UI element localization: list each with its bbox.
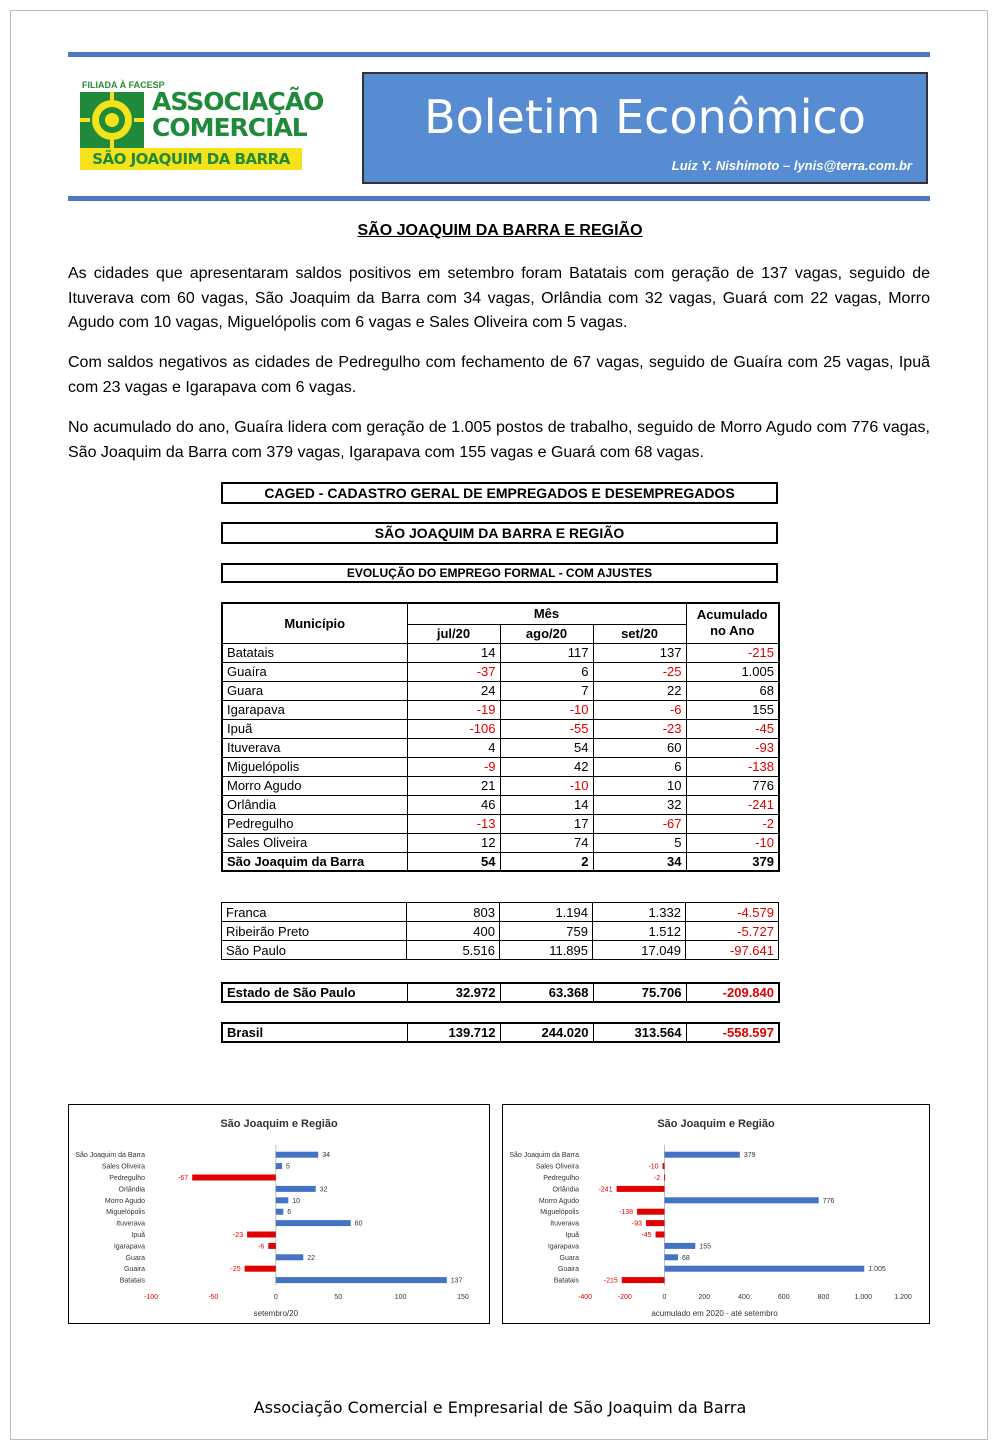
municipio-name: Pedregulho (222, 814, 407, 833)
header-bottom-rule (68, 196, 930, 201)
tick-label: -200 (617, 1293, 632, 1301)
bar (665, 1266, 865, 1272)
tick-label: 100 (394, 1293, 407, 1301)
tick-label: 1.000 (854, 1293, 873, 1301)
bar (247, 1232, 276, 1238)
month-value: -13 (407, 814, 500, 833)
month-value: 34 (593, 852, 686, 871)
category-label: São Joaquim da Barra (509, 1152, 579, 1160)
accumulated-value: -558.597 (686, 1023, 779, 1042)
data-label: -2 (653, 1175, 661, 1182)
category-label: Morro Agudo (538, 1197, 579, 1205)
month-value: 7 (500, 681, 593, 700)
month-value: -37 (407, 662, 500, 681)
header-acumulado: Acumulado no Ano (686, 603, 779, 643)
bar (656, 1232, 665, 1238)
bar (664, 1175, 665, 1181)
chart-accumulated-frame (502, 1104, 930, 1324)
month-value: 54 (500, 738, 593, 757)
municipio-name: Franca (222, 903, 407, 922)
bar (663, 1163, 665, 1169)
table-row (222, 795, 779, 814)
accumulated-value: 379 (686, 852, 779, 871)
month-value: 11.895 (500, 941, 593, 960)
category-label: Morro Agudo (104, 1197, 145, 1205)
month-value: 17.049 (593, 941, 686, 960)
category-label: Pedregulho (543, 1175, 579, 1182)
month-value: -106 (407, 719, 500, 738)
logo-band: SÃO JOAQUIM DA BARRA (80, 148, 302, 170)
bar (665, 1243, 696, 1249)
bar (276, 1163, 282, 1169)
category-label: Guara (559, 1254, 579, 1262)
evolution-title-box: EVOLUÇÃO DO EMPREGO FORMAL - COM AJUSTES (221, 563, 778, 583)
data-label: 10 (292, 1197, 301, 1205)
x-axis-label: setembro/20 (253, 1308, 299, 1318)
accumulated-value: 68 (686, 681, 779, 700)
category-label: Batatais (553, 1277, 579, 1285)
bar (276, 1277, 447, 1283)
data-label: -138 (619, 1209, 634, 1217)
category-label: Guara (125, 1254, 145, 1262)
month-value: -25 (593, 662, 686, 681)
month-value: -19 (407, 700, 500, 719)
tick-label: -100 (143, 1293, 159, 1301)
bar (665, 1152, 740, 1158)
header-month-ago: ago/20 (500, 624, 593, 643)
table-row (222, 681, 779, 700)
bar (276, 1186, 316, 1192)
tick-label: 1.200 (894, 1293, 912, 1301)
logo-line1: ASSOCIAÇÃO (152, 87, 324, 116)
bar (665, 1254, 679, 1260)
municipio-name: Ituverava (222, 738, 407, 757)
chart-accumulated (503, 1105, 929, 1323)
table-row (222, 738, 779, 757)
tick-label: 0 (662, 1293, 667, 1301)
accumulated-value: -209.840 (686, 983, 779, 1002)
month-value: 1.512 (593, 922, 686, 941)
data-label: 1.005 (868, 1266, 886, 1274)
table-row (222, 643, 779, 662)
data-label: 60 (354, 1220, 363, 1228)
data-label: -241 (598, 1186, 613, 1194)
bar (665, 1197, 819, 1203)
month-value: 22 (593, 681, 686, 700)
chart-september-frame (68, 1104, 490, 1324)
data-label: -23 (232, 1232, 244, 1239)
footer-text: Associação Comercial e Empresarial de São Joaquim da Barra (253, 1398, 747, 1417)
accumulated-value: -241 (686, 795, 779, 814)
month-value: 60 (593, 738, 686, 757)
month-value: 5.516 (407, 941, 500, 960)
data-label: -45 (641, 1232, 652, 1239)
table-row (222, 757, 779, 776)
table-row (222, 719, 779, 738)
month-value: 1.194 (500, 903, 593, 922)
x-axis-label: acumulado em 2020 - até setembro (651, 1308, 778, 1318)
accumulated-value: -10 (686, 833, 779, 852)
data-label: -93 (631, 1220, 643, 1228)
month-value: -9 (407, 757, 500, 776)
table-row (222, 941, 779, 960)
category-label: Miguelópolis (540, 1209, 579, 1217)
accumulated-value: -4.579 (686, 903, 779, 922)
cities-table (221, 902, 779, 960)
chart-title: São Joaquim e Região (657, 1118, 775, 1130)
municipio-name: Miguelópolis (222, 757, 407, 776)
month-value: 14 (500, 795, 593, 814)
category-label: Ipuã (131, 1232, 145, 1239)
month-value: 137 (593, 643, 686, 662)
month-value: 10 (593, 776, 686, 795)
month-value: -10 (500, 776, 593, 795)
accumulated-value: 155 (686, 700, 779, 719)
state-row (222, 983, 779, 1002)
bar (245, 1266, 276, 1272)
month-value: 75.706 (593, 983, 686, 1002)
bar (268, 1243, 275, 1249)
municipio-name: Batatais (222, 643, 407, 662)
paragraph-negative: Com saldos negativos as cidades de Pedregulho com fechamento de 67 vagas, seguido de Guaíra com 25 vagas, Ipuã com 23 vagas e Igarapava com 6 vagas. (68, 354, 930, 396)
municipio-name: São Paulo (222, 941, 407, 960)
tick-label: -50 (208, 1293, 219, 1301)
accumulated-value: -45 (686, 719, 779, 738)
chart-title: São Joaquim e Região (220, 1118, 338, 1130)
author-line: Luiz Y. Nishimoto – lynis@terra.com.br (671, 158, 912, 173)
logo-sun-icon (80, 92, 144, 148)
table-row (222, 833, 779, 852)
table-row (222, 922, 779, 941)
data-label: -67 (178, 1175, 189, 1182)
logo-tag: FILIADA À FACESP (82, 80, 165, 90)
header-mes: Mês (407, 603, 686, 624)
month-value: 313.564 (593, 1023, 686, 1042)
month-value: 63.368 (500, 983, 593, 1002)
tick-label: 200 (698, 1293, 711, 1301)
municipio-name: Ribeirão Preto (222, 922, 407, 941)
category-label: São Joaquim da Barra (75, 1152, 145, 1160)
region-employment-table (221, 602, 780, 872)
data-label: 379 (743, 1152, 756, 1160)
data-label: -215 (603, 1277, 618, 1285)
data-label: 776 (822, 1197, 835, 1205)
bar (276, 1254, 303, 1260)
tick-label: 600 (777, 1293, 790, 1301)
month-value: 400 (407, 922, 500, 941)
category-label: Orlândia (552, 1186, 579, 1194)
category-label: Orlândia (118, 1186, 145, 1194)
accumulated-value: 776 (686, 776, 779, 795)
bar (276, 1197, 288, 1203)
chart-september (69, 1105, 489, 1323)
table-row (222, 776, 779, 795)
category-label: Miguelópolis (106, 1209, 145, 1217)
bar (622, 1277, 665, 1283)
month-value: 21 (407, 776, 500, 795)
municipio-name: Estado de São Paulo (222, 983, 407, 1002)
month-value: 803 (407, 903, 500, 922)
municipio-name: Sales Oliveira (222, 833, 407, 852)
month-value: 759 (500, 922, 593, 941)
category-label: Batatais (119, 1277, 145, 1285)
header-month-jul: jul/20 (407, 624, 500, 643)
paragraph-positive: As cidades que apresentaram saldos positivos em setembro foram Batatais com geração de 137 vagas, seguido de Ituverava com 60 vagas, São Joaquim da Barra com 34 vagas, Orlândia com 32 vagas, Guará com 22 vagas, Morro Agudo com 10 vagas, Miguelópolis com 6 vagas e Sales Oliveira com 5 vagas. (68, 265, 930, 331)
month-value: 5 (593, 833, 686, 852)
category-label: Ipuã (565, 1232, 579, 1239)
data-label: -6 (258, 1243, 265, 1251)
section-title: SÃO JOAQUIM DA BARRA E REGIÃO (357, 222, 643, 239)
accumulated-value: -215 (686, 643, 779, 662)
month-value: 14 (407, 643, 500, 662)
accumulated-value: -2 (686, 814, 779, 833)
header-month-set: set/20 (593, 624, 686, 643)
municipio-name: Guaíra (222, 662, 407, 681)
data-label: 68 (682, 1254, 690, 1262)
month-value: -67 (593, 814, 686, 833)
municipio-name: São Joaquim da Barra (222, 852, 407, 871)
brasil-table (221, 1022, 780, 1043)
month-value: 42 (500, 757, 593, 776)
category-label: Guaira (123, 1266, 145, 1274)
tick-label: 0 (273, 1293, 278, 1301)
month-value: 17 (500, 814, 593, 833)
month-value: 2 (500, 852, 593, 871)
month-value: 46 (407, 795, 500, 814)
logo-line2: COMERCIAL (152, 113, 307, 142)
category-label: Sales Oliveira (535, 1163, 579, 1171)
category-label: Ituverava (116, 1220, 145, 1228)
table-row (222, 852, 779, 871)
bar (646, 1220, 664, 1226)
month-value: 117 (500, 643, 593, 662)
header-municipio: Município (222, 603, 407, 643)
data-label: 137 (450, 1277, 463, 1285)
municipio-name: Igarapava (222, 700, 407, 719)
month-value: 4 (407, 738, 500, 757)
month-value: 139.712 (407, 1023, 500, 1042)
month-value: -10 (500, 700, 593, 719)
category-label: Igarapava (547, 1243, 579, 1251)
data-label: 32 (319, 1186, 328, 1194)
tick-label: 150 (457, 1293, 469, 1301)
municipio-name: Brasil (222, 1023, 407, 1042)
category-label: Ituverava (550, 1220, 579, 1228)
month-value: 24 (407, 681, 500, 700)
month-value: 54 (407, 852, 500, 871)
month-value: 6 (593, 757, 686, 776)
bar (617, 1186, 665, 1192)
data-label: 6 (287, 1209, 292, 1217)
data-label: -10 (648, 1163, 659, 1171)
municipio-name: Ipuã (222, 719, 407, 738)
top-rule (68, 52, 930, 57)
bar (192, 1175, 276, 1181)
category-label: Pedregulho (109, 1175, 145, 1182)
month-value: 32 (593, 795, 686, 814)
bulletin-title: Boletim Econômico (424, 90, 866, 144)
bar (276, 1220, 351, 1226)
municipio-name: Orlândia (222, 795, 407, 814)
month-value: -6 (593, 700, 686, 719)
tick-label: 400 (738, 1293, 750, 1301)
association-logo (80, 80, 324, 172)
table-row (222, 662, 779, 681)
tick-label: -400 (577, 1293, 593, 1301)
table-row (222, 700, 779, 719)
tick-label: 800 (817, 1293, 830, 1301)
month-value: 12 (407, 833, 500, 852)
category-label: Sales Oliveira (101, 1163, 145, 1171)
region-title-box: SÃO JOAQUIM DA BARRA E REGIÃO (221, 522, 778, 544)
table-row (222, 814, 779, 833)
month-value: 1.332 (593, 903, 686, 922)
accumulated-value: -93 (686, 738, 779, 757)
month-value: -55 (500, 719, 593, 738)
data-label: 34 (322, 1152, 331, 1160)
state-table (221, 982, 780, 1003)
paragraph-accumulated: No acumulado do ano, Guaíra lidera com geração de 1.005 postos de trabalho, seguido de Morro Agudo com 776 vagas, São Joaquim da Barra com 379 vagas, Igarapava com 155 vagas e Guará com 68 vagas. (68, 419, 930, 461)
data-label: 5 (286, 1163, 290, 1171)
data-label: 155 (699, 1243, 711, 1251)
municipio-name: Guara (222, 681, 407, 700)
category-label: Igarapava (113, 1243, 145, 1251)
month-value: 74 (500, 833, 593, 852)
accumulated-value: -5.727 (686, 922, 779, 941)
caged-title-box: CAGED - CADASTRO GERAL DE EMPREGADOS E DESEMPREGADOS (221, 482, 778, 504)
table-row (222, 903, 779, 922)
data-label: 22 (307, 1254, 316, 1262)
municipio-name: Morro Agudo (222, 776, 407, 795)
accumulated-value: -138 (686, 757, 779, 776)
brasil-row (222, 1023, 779, 1042)
month-value: -23 (593, 719, 686, 738)
title-banner (362, 72, 928, 184)
data-label: -25 (230, 1266, 241, 1274)
month-value: 244.020 (500, 1023, 593, 1042)
bar (276, 1209, 283, 1215)
month-value: 32.972 (407, 983, 500, 1002)
accumulated-value: 1.005 (686, 662, 779, 681)
accumulated-value: -97.641 (686, 941, 779, 960)
month-value: 6 (500, 662, 593, 681)
tick-label: 50 (334, 1293, 343, 1301)
bar (276, 1152, 318, 1158)
bar (637, 1209, 664, 1215)
category-label: Guaira (557, 1266, 579, 1274)
